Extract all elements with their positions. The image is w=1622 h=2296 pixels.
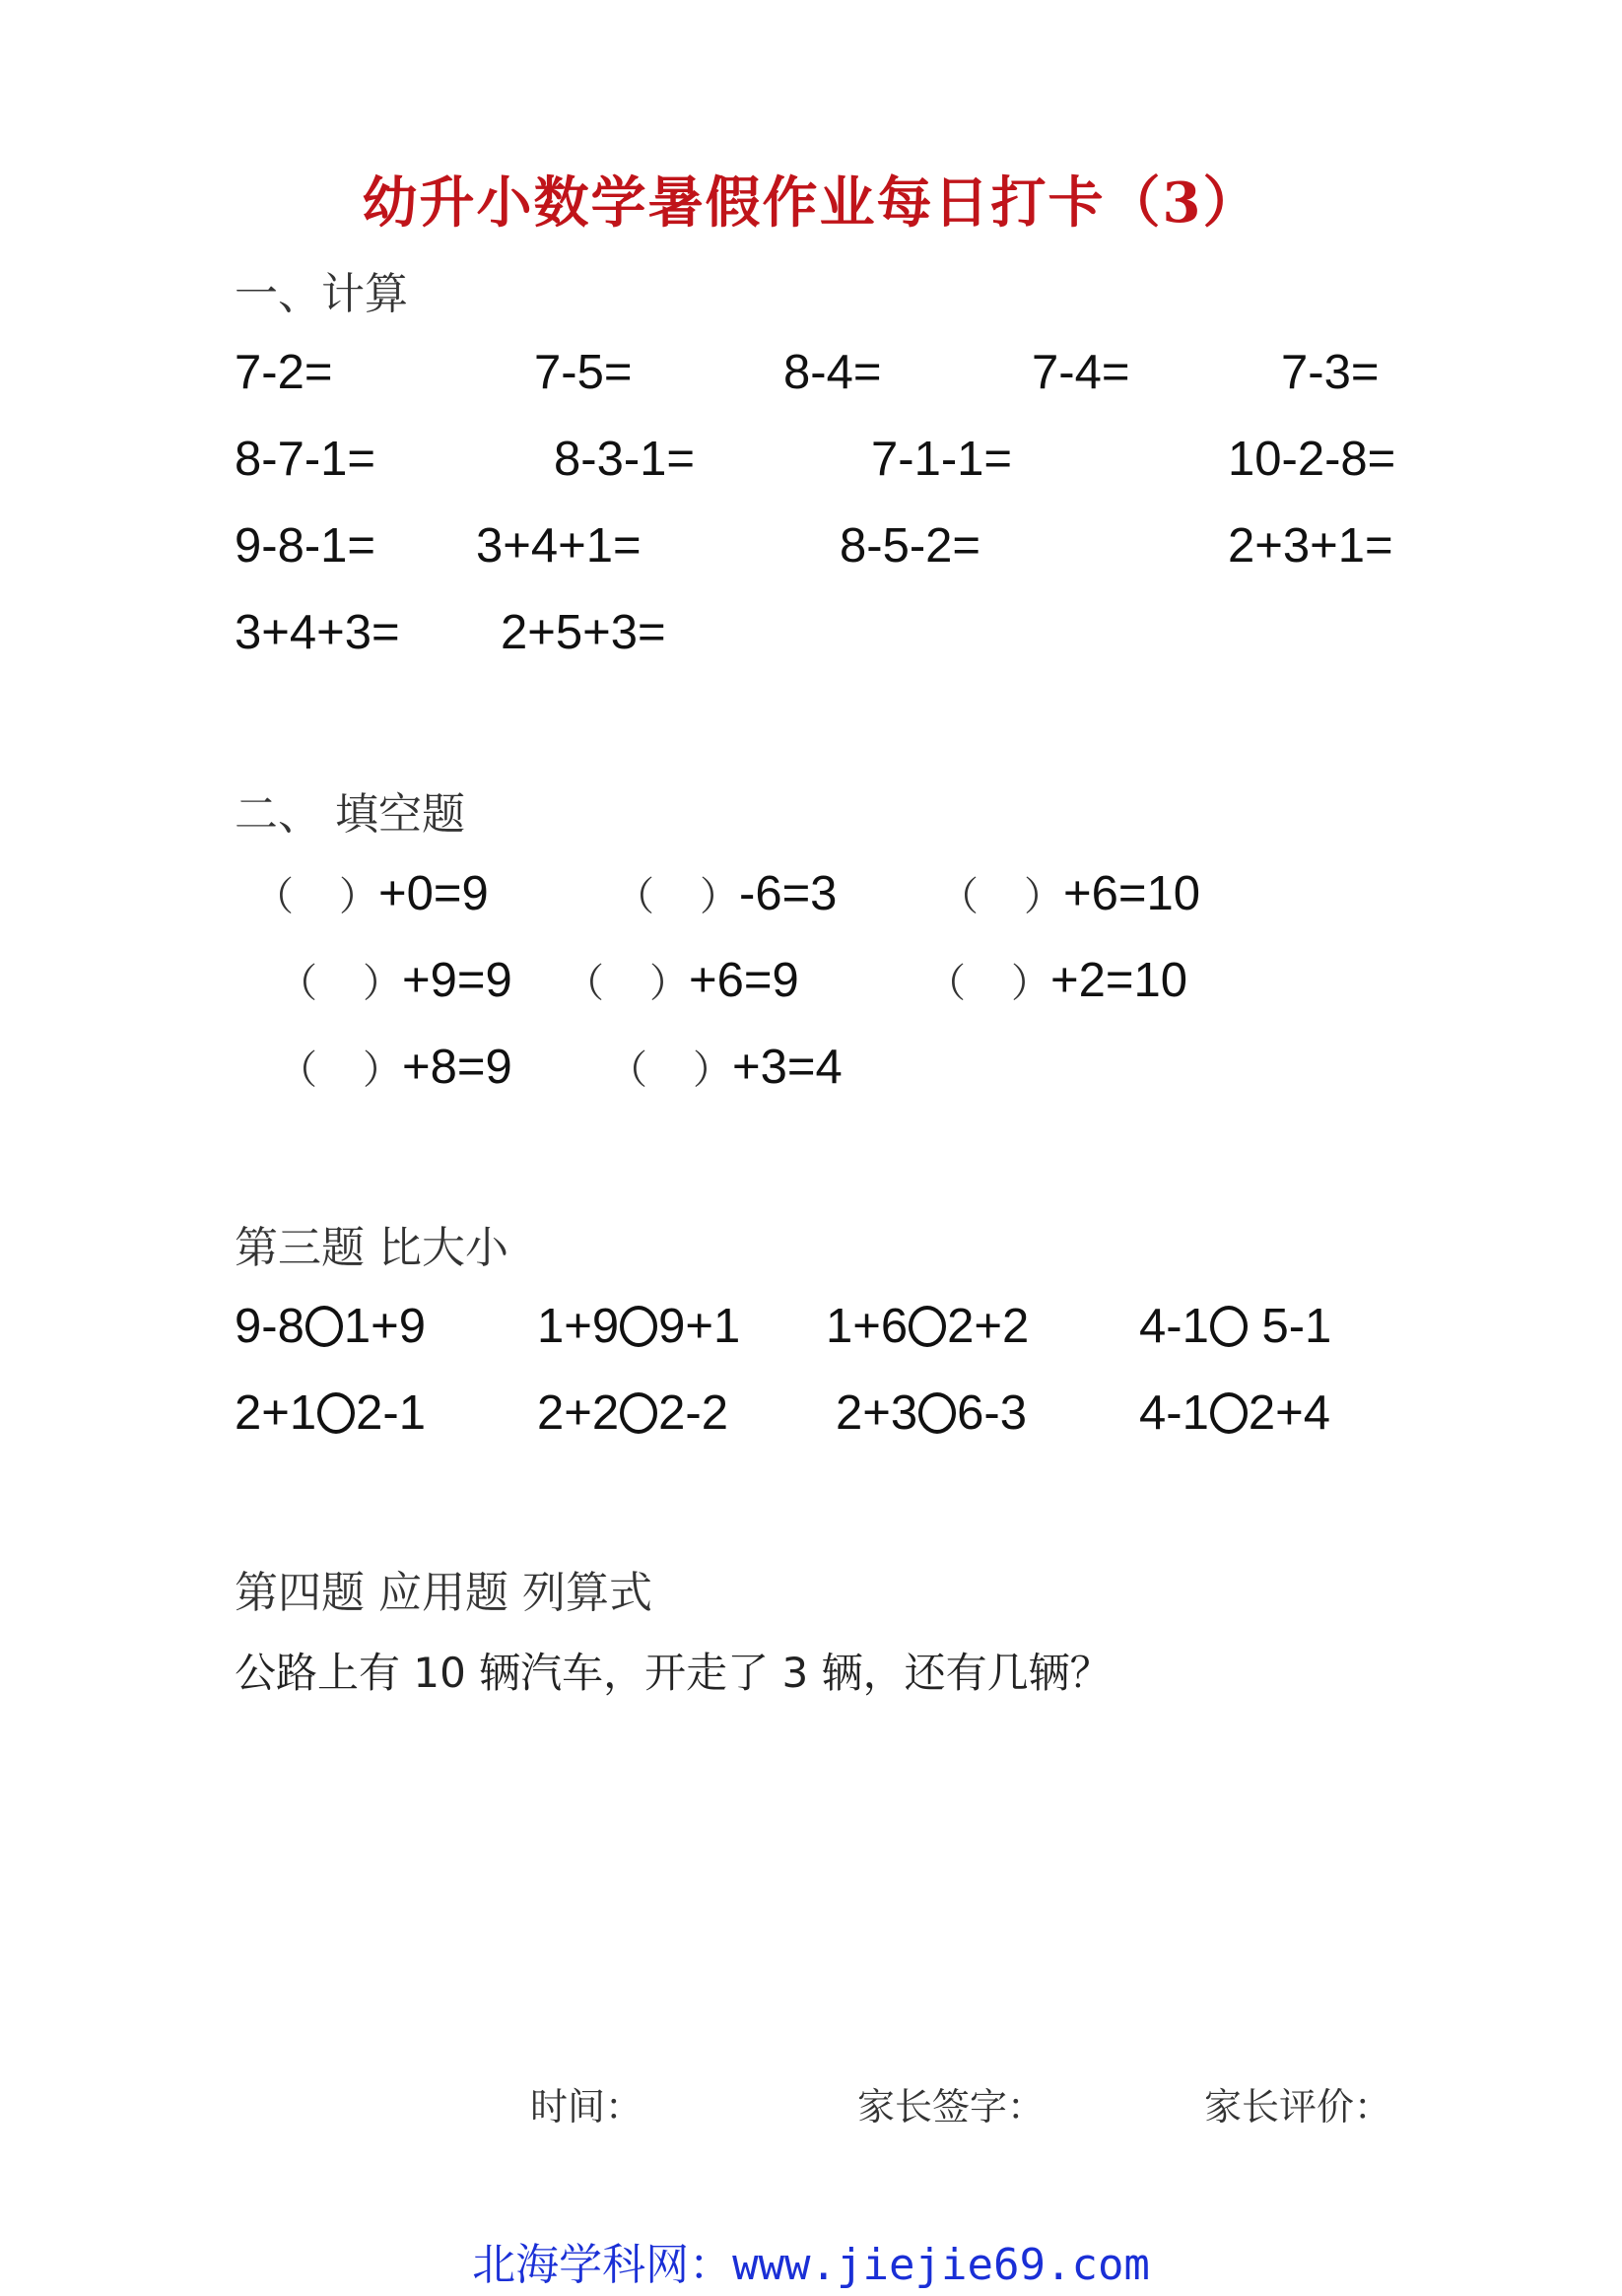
calc-problem: 7-1-1= xyxy=(871,433,1013,486)
section-heading-calculation: 一、计算 xyxy=(235,269,408,319)
calc-problem: 8-5-2= xyxy=(840,519,981,573)
open-paren: （ xyxy=(565,961,604,1006)
close-paren: ） xyxy=(649,961,689,1006)
time-label: 时间： xyxy=(530,2085,643,2128)
site-watermark xyxy=(0,2229,1622,2292)
close-paren: ） xyxy=(339,874,378,919)
fill-expression: +6=10 xyxy=(1063,867,1200,920)
fill-expression: -6=3 xyxy=(739,867,838,920)
compare-problem xyxy=(836,1385,1027,1441)
fill-expression: +9=9 xyxy=(402,954,512,1007)
compare-problem xyxy=(826,1299,1029,1354)
calc-row-2 xyxy=(0,432,1622,491)
parent-evaluation-label: 家长评价： xyxy=(1204,2085,1392,2128)
open-paren: （ xyxy=(278,1047,317,1093)
compare-right: 9+1 xyxy=(658,1300,741,1353)
fill-problem xyxy=(615,865,837,921)
calc-problem: 7-3= xyxy=(1281,346,1380,399)
compare-problem xyxy=(1139,1385,1330,1441)
watermark-label: 北海学科网： xyxy=(472,2240,733,2290)
calc-row-1 xyxy=(0,345,1622,404)
calc-problem: 8-7-1= xyxy=(235,433,376,486)
compare-problem xyxy=(235,1299,426,1354)
compare-left: 4-1 xyxy=(1139,1300,1209,1353)
compare-circle xyxy=(1210,1306,1248,1347)
compare-circle xyxy=(620,1306,657,1347)
compare-right: 2+4 xyxy=(1248,1386,1330,1440)
compare-circle xyxy=(620,1392,657,1434)
fill-row-3 xyxy=(0,1039,1622,1098)
compare-problem xyxy=(1139,1299,1331,1354)
open-paren: （ xyxy=(278,961,317,1006)
fill-problem xyxy=(608,1039,843,1095)
compare-right: 5-1 xyxy=(1248,1300,1332,1353)
section-heading-fill-blank: 二、 填空题 xyxy=(235,789,465,840)
open-paren: （ xyxy=(615,874,654,919)
calc-problem: 7-2= xyxy=(235,346,333,399)
close-paren: ） xyxy=(363,1047,402,1093)
section-heading-word-problem: 第四题 应用题 列算式 xyxy=(235,1568,652,1618)
open-paren: （ xyxy=(926,961,966,1006)
compare-left: 4-1 xyxy=(1139,1386,1209,1440)
compare-left: 1+9 xyxy=(537,1300,620,1353)
compare-right: 2-2 xyxy=(658,1386,728,1440)
fill-problem xyxy=(278,1039,512,1095)
compare-circle xyxy=(305,1306,343,1347)
calc-problem: 10-2-8= xyxy=(1228,433,1396,486)
compare-row-2 xyxy=(0,1385,1622,1445)
fill-problem xyxy=(254,865,489,921)
compare-circle xyxy=(317,1392,355,1434)
compare-circle xyxy=(909,1306,946,1347)
calc-problem: 9-8-1= xyxy=(235,519,376,573)
calc-problem: 3+4+3= xyxy=(235,606,400,659)
close-paren: ） xyxy=(1011,961,1050,1006)
section-heading-compare: 第三题 比大小 xyxy=(235,1223,508,1273)
compare-row-1 xyxy=(0,1299,1622,1358)
calc-problem: 2+5+3= xyxy=(501,606,666,659)
calc-problem: 3+4+1= xyxy=(476,519,642,573)
fill-problem xyxy=(939,865,1200,921)
calc-row-3 xyxy=(0,518,1622,577)
fill-expression: +6=9 xyxy=(689,954,799,1007)
compare-left: 9-8 xyxy=(235,1300,304,1353)
compare-problem xyxy=(537,1299,740,1354)
compare-left: 2+1 xyxy=(235,1386,317,1440)
watermark-url: www.jiejie69.com xyxy=(732,2240,1150,2290)
fill-expression: +3=4 xyxy=(732,1041,843,1094)
page-title: 幼升小数学暑假作业每日打卡（3） xyxy=(362,170,1260,236)
compare-right: 6-3 xyxy=(957,1386,1027,1440)
open-paren: （ xyxy=(939,874,979,919)
fill-expression: +0=9 xyxy=(378,867,489,920)
compare-right: 2+2 xyxy=(947,1300,1030,1353)
compare-circle xyxy=(1210,1392,1248,1434)
fill-expression: +8=9 xyxy=(402,1041,512,1094)
open-paren: （ xyxy=(254,874,294,919)
calc-problem: 7-5= xyxy=(534,346,633,399)
parent-signature-label: 家长签字： xyxy=(857,2085,1046,2128)
calc-problem: 2+3+1= xyxy=(1228,519,1393,573)
calc-problem: 8-3-1= xyxy=(554,433,696,486)
close-paren: ） xyxy=(693,1047,732,1093)
fill-problem xyxy=(926,952,1187,1008)
fill-problem xyxy=(565,952,799,1008)
close-paren: ） xyxy=(1024,874,1063,919)
fill-row-2 xyxy=(0,952,1622,1011)
fill-row-1 xyxy=(0,865,1622,924)
calc-problem: 8-4= xyxy=(783,346,882,399)
compare-left: 1+6 xyxy=(826,1300,909,1353)
compare-right: 1+9 xyxy=(343,1300,426,1353)
calc-row-4 xyxy=(0,605,1622,664)
open-paren: （ xyxy=(608,1047,647,1093)
compare-problem xyxy=(235,1385,426,1441)
close-paren: ） xyxy=(363,961,402,1006)
fill-expression: +2=10 xyxy=(1050,954,1187,1007)
word-problem-question: 公路上有 10 辆汽车，开走了 3 辆，还有几辆？ xyxy=(235,1649,1112,1697)
fill-problem xyxy=(278,952,512,1008)
compare-left: 2+2 xyxy=(537,1386,620,1440)
compare-problem xyxy=(537,1385,728,1441)
calc-problem: 7-4= xyxy=(1032,346,1130,399)
compare-circle xyxy=(918,1392,956,1434)
compare-right: 2-1 xyxy=(356,1386,426,1440)
close-paren: ） xyxy=(700,874,739,919)
compare-left: 2+3 xyxy=(836,1386,918,1440)
